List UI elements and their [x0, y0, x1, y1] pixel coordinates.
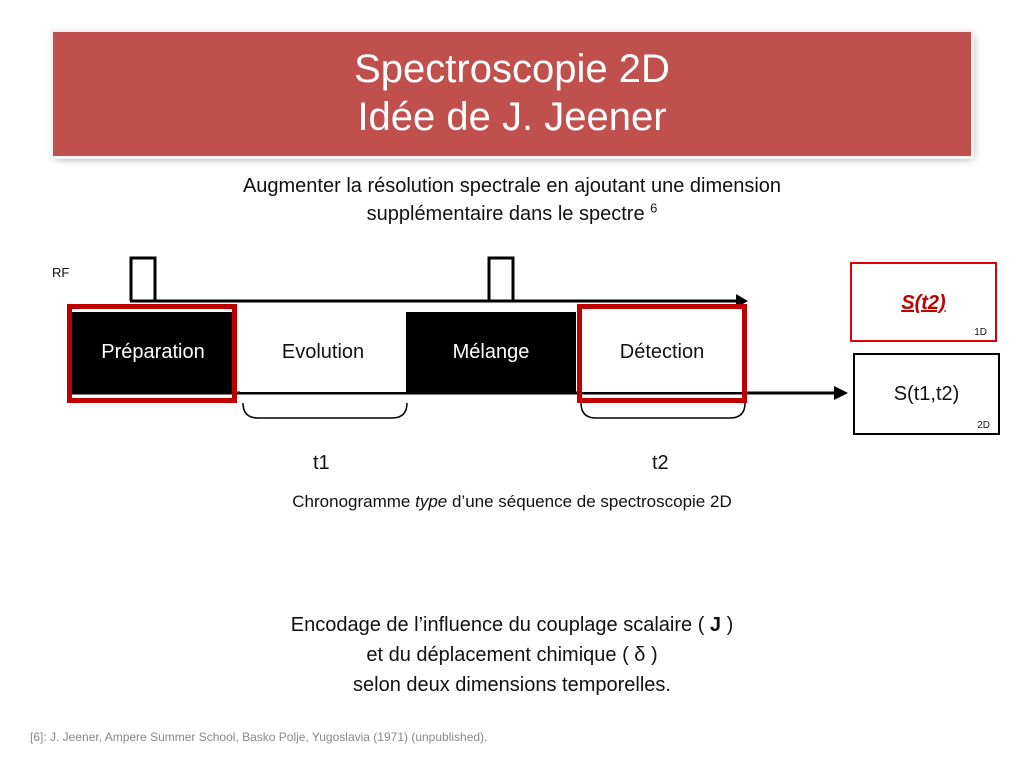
footnote: [6]: J. Jeener, Ampere Summer School, Basko Polje, Yugoslavia (1971) (unpublished). [30, 730, 488, 744]
encoding-line-1-bold: J [709, 614, 722, 636]
block-melange: Mélange [406, 312, 576, 392]
intro-line-2-text: supplémentaire dans le spectre [366, 203, 645, 225]
brace-t1 [243, 403, 407, 418]
encoding-line-1 [150, 610, 874, 640]
signal-1d-box [850, 262, 997, 342]
caption-em: type [415, 492, 448, 511]
caption-pre: Chronogramme [292, 492, 416, 511]
encoding-line-2: et du déplacement chimique ( δ ) [366, 644, 658, 666]
t1-label: t1 [313, 452, 330, 474]
diagram-caption [150, 492, 874, 512]
signal-2d-box [853, 353, 1000, 435]
block-detection: Détection [579, 312, 745, 392]
block-evolution: Evolution [240, 312, 406, 392]
time-axis-arrowhead [834, 386, 848, 400]
page-subtitle: Idée de J. Jeener [357, 95, 667, 139]
encoding-line-3: selon deux dimensions temporelles. [353, 674, 671, 696]
highlight-preparation [67, 304, 237, 403]
encoding-text [150, 610, 874, 700]
brace-t2 [581, 403, 745, 418]
signal-2d-label: S(t1,t2) [893, 383, 960, 405]
signal-2d-tag: 2D [977, 420, 990, 431]
encoding-line-1-post: ) [721, 614, 734, 636]
rf-label: RF [52, 265, 70, 280]
signal-1d-tag: 1D [974, 327, 987, 338]
intro-line-1: Augmenter la résolution spectrale en ajoutant une dimension [242, 175, 782, 197]
caption-post: d’une séquence de spectroscopie 2D [447, 492, 732, 511]
block-preparation: Préparation [70, 312, 236, 392]
rf-pulse-2 [489, 258, 513, 301]
intro-reference: 6 [650, 200, 658, 216]
signal-1d-label: S(t2) [901, 292, 946, 314]
encoding-line-1-pre: Encodage de l’influence du couplage scalaire ( [290, 614, 710, 636]
t2-label: t2 [652, 452, 669, 474]
rf-pulse-1 [131, 258, 155, 301]
highlight-detection [577, 304, 747, 403]
page-title: Spectroscopie 2D [354, 47, 670, 91]
